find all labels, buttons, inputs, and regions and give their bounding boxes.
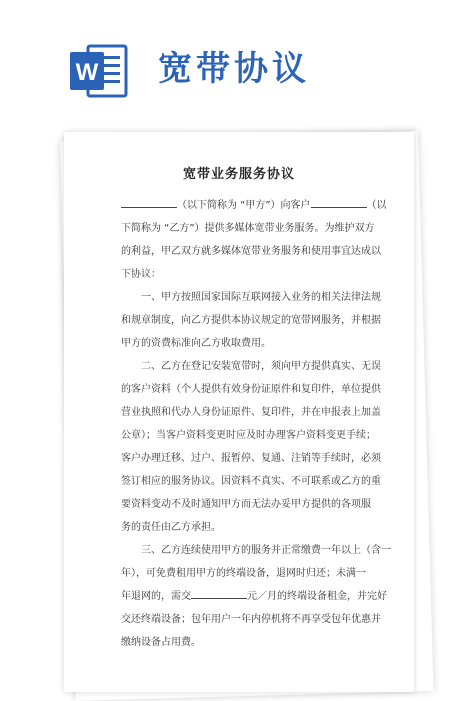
document-line — [121, 332, 379, 355]
line-text: 和规章制度，向乙方提供本协议规定的宽带网服务，并根据 — [121, 315, 381, 326]
document-line — [121, 585, 387, 608]
document-line — [121, 516, 379, 539]
line-text: 一、甲方按照国家国际互联网接入业务的相关法律法规 — [141, 292, 381, 303]
line-text: 要资料变动不及时通知甲方而无法办妥甲方提供的各项服 — [121, 499, 371, 510]
document-line — [121, 424, 379, 447]
document-line — [121, 493, 379, 516]
line-text: 公章）；当客户资料变更时应及时办理客户资料变更手续； — [121, 430, 376, 441]
document-line — [121, 286, 379, 309]
line-text-b: （以下简称为 “甲方”）向客户 — [177, 200, 311, 211]
line-text: 的利益，甲乙双方就多媒体宽带业务服务和使用事宜达成以 — [121, 246, 381, 257]
document-title: 宽带业务服务协议 — [182, 167, 295, 182]
line-text: 营业执照和代办人身份证原件、复印件，并在申报表上加盖 — [121, 407, 381, 418]
line-text: 的客户资料（个人提供有效身份证原件和复印件，单位提供 — [121, 384, 381, 395]
line-text: 下简称为 “乙方”）提供多媒体宽带业务服务。为维护双方 — [121, 223, 375, 234]
document-body — [121, 194, 391, 654]
document-line — [121, 631, 379, 654]
line-text: 下协议： — [121, 269, 161, 280]
word-icon-letter: W — [75, 59, 99, 86]
line-text-b: 元／月的终端设备租金，并完好 — [247, 591, 387, 602]
line-text: 客户办理迁移、过户、报暂停、复通、注销等手续时，必须 — [121, 453, 381, 464]
document-line — [121, 240, 379, 263]
document-line — [121, 608, 379, 631]
document-line — [121, 194, 387, 217]
document-line — [121, 447, 379, 470]
fill-in-blank — [191, 588, 247, 599]
word-icon — [70, 42, 128, 100]
document-line — [121, 217, 379, 240]
document-line — [121, 263, 379, 286]
document-line — [121, 470, 379, 493]
document-line — [121, 309, 379, 332]
fill-in-blank — [311, 197, 367, 208]
document-page — [64, 132, 414, 692]
document-line — [121, 401, 379, 424]
fill-in-blank — [121, 197, 177, 208]
line-text: 甲方的资费标准向乙方收取费用。 — [121, 338, 271, 349]
line-text-a: 年退网的，需交 — [121, 591, 191, 602]
document-line — [121, 562, 379, 585]
line-text: 年），可免费租用甲方的终端设备，退网时归还；未满一 — [121, 568, 366, 579]
line-text-c: （以 — [366, 200, 387, 211]
line-text: 三、乙方连续使用甲方的服务并正常缴费一年以上（含一 — [141, 545, 391, 556]
document-line — [121, 378, 379, 401]
document-line — [121, 539, 391, 562]
line-text: 二、乙方在登记安装宽带时，须向甲方提供真实、无误 — [141, 361, 381, 372]
line-text: 签订相应的服务协议。因资料不真实、不可联系或乙方的重 — [121, 476, 381, 487]
page-title: 宽带协议 — [158, 49, 310, 89]
header-banner — [0, 0, 474, 128]
line-text: 交还终端设备；包年用户一年内停机将不再享受包年优惠并 — [121, 614, 381, 625]
document-line — [121, 355, 379, 378]
line-text: 务的责任由乙方承担。 — [121, 522, 221, 533]
line-text: 缴纳设备占用费。 — [121, 637, 201, 648]
